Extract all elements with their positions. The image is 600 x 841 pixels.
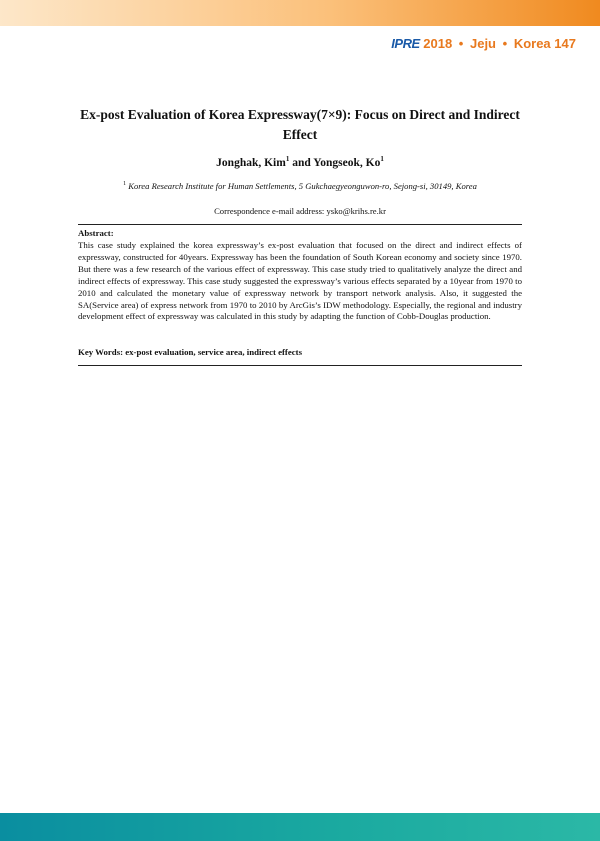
correspondence-email: Correspondence e-mail address: ysko@krihs.re.kr xyxy=(214,206,386,216)
affiliation xyxy=(0,181,600,191)
divider xyxy=(78,365,522,366)
divider xyxy=(78,224,522,225)
abstract-heading: Abstract: xyxy=(78,228,114,238)
author-separator: and xyxy=(289,156,314,169)
footer-band xyxy=(0,813,600,841)
affiliation-mark: 1 xyxy=(123,181,127,188)
separator-dot-icon: • xyxy=(502,36,508,51)
author-line xyxy=(0,155,600,169)
conference-edition: 147 xyxy=(554,36,576,51)
author-name: Jonghak, Kim xyxy=(216,156,286,169)
conference-logo xyxy=(391,36,576,51)
conference-name: IPRE xyxy=(391,36,420,51)
abstract-text: This case study explained the korea expressway’s ex-post evaluation that focused on the direct and indirect effects of expressway, constructed for 40years. Expressway has been the foundation of South Korean economy and society since 1970. But there was a few research of the various effect of expressway. This case study tried to qualitatively analyze the direct and indirect effects of expressway. This case study suggested the expressway’s various effects separated by a 10year from 1970 to 2010 and calculated the monetary value of expressway network by transport network analysis. Also, it suggested the SA(Service area) of express network from 1970 to 2010 by ArcGis’s IDW methodology. Especially, the regional and industry development effect of expressway was calculated in this study by adapting the function of Cobb-Douglas production. xyxy=(78,240,522,322)
keywords: Key Words: ex-post evaluation, service area, indirect effects xyxy=(78,347,303,357)
paper-title: Ex-post Evaluation of Korea Expressway(7×9): Focus on Direct and Indirect Effect xyxy=(80,107,520,142)
header-band xyxy=(0,0,600,26)
conference-year: 2018 xyxy=(423,36,453,51)
separator-dot-icon: • xyxy=(458,36,464,51)
author-name: Yongseok, Ko xyxy=(313,156,381,169)
conference-country: Korea xyxy=(513,36,551,51)
author-affiliation-mark: 1 xyxy=(380,155,384,163)
affiliation-text: Korea Research Institute for Human Settlements, 5 Gukchaegyeonguwon-ro, Sejong-si, 30149, Korea xyxy=(128,181,477,191)
conference-city: Jeju xyxy=(469,36,496,51)
author-affiliation-mark: 1 xyxy=(285,155,290,163)
